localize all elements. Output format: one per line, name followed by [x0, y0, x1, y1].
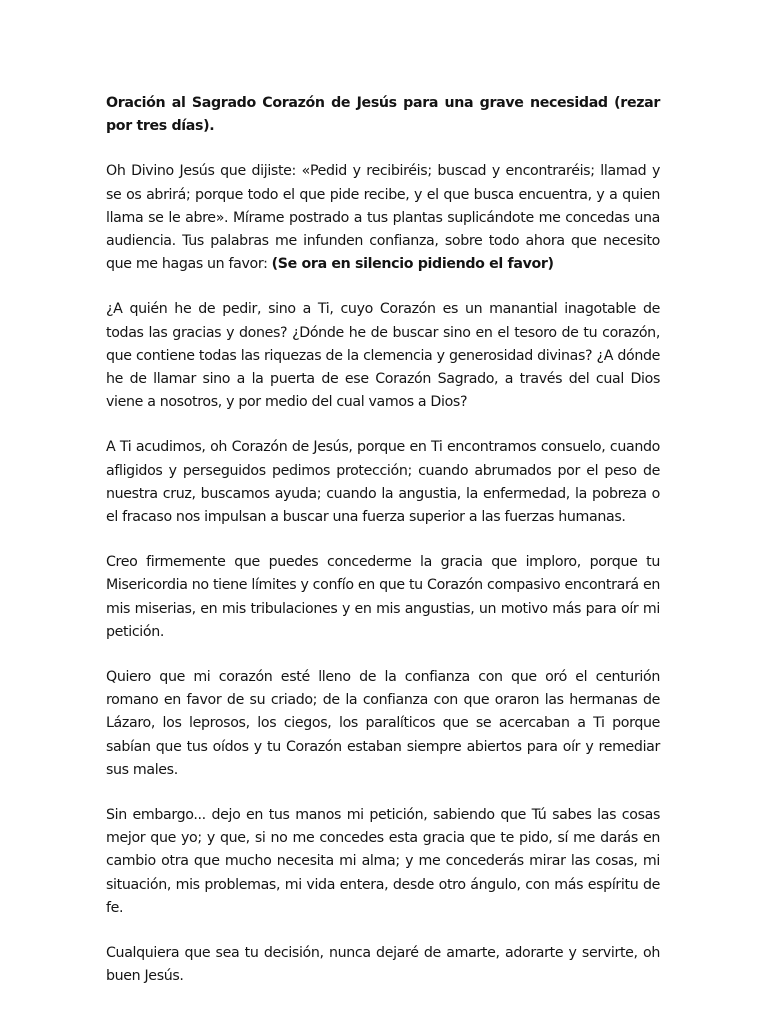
paragraph-1-emphasis: (Se ora en silencio pidiendo el favor) — [271, 256, 554, 273]
paragraph-1-text: Oh Divino Jesús que dijiste: «Pedid y recibiréis; buscad y encontraréis; llamad y se os abrirá; porque todo el que pide recibe, y el que busca encuentra, y a quien llama se le abre». Mírame postrado a tus plantas suplicándote me concedas una audiencia. Tus palabras me infunden confianza, sobre todo ahora que necesito que me hagas un favor: — [106, 163, 660, 273]
paragraph-2: ¿A quién he de pedir, sino a Ti, cuyo Corazón es un manantial inagotable de todas las gracias y dones? ¿Dónde he de buscar sino en el tesoro de tu corazón, que contiene todas las riquezas de la clemencia y generosidad divinas? ¿A dónde he de llamar sino a la puerta de ese Corazón Sagrado, a través del cual Dios viene a nosotros, y por medio del cual vamos a Dios? — [106, 301, 660, 411]
paragraph-4: Creo firmemente que puedes concederme la gracia que imploro, porque tu Misericordia no tiene límites y confío en que tu Corazón compasivo encontrará en mis miserias, en mis tribulaciones y en mis angustias, un motivo más para oír mi petición. — [106, 554, 660, 640]
paragraph-7: Cualquiera que sea tu decisión, nunca dejaré de amarte, adorarte y servirte, oh buen Jesús. — [106, 945, 660, 985]
paragraph-5: Quiero que mi corazón esté lleno de la confianza con que oró el centurión romano en favor de su criado; de la confianza con que oraron las hermanas de Lázaro, los leprosos, los ciegos, los paralíticos que se acercaban a Ti porque sabían que tus oídos y tu Corazón estaban siempre abiertos para oír y remediar sus males. — [106, 669, 660, 778]
document-title: Oración al Sagrado Corazón de Jesús para una grave necesidad (rezar por tres días). — [106, 95, 660, 135]
paragraph-3: A Ti acudimos, oh Corazón de Jesús, porque en Ti encontramos consuelo, cuando afligidos y perseguidos pedimos protección; cuando abrumados por el peso de nuestra cruz, buscamos ayuda; cuando la angustia, la enfermedad, la pobreza o el fracaso nos impulsan a buscar una fuerza superior a las fuerzas humanas. — [106, 439, 660, 526]
paragraph-6: Sin embargo... dejo en tus manos mi petición, sabiendo que Tú sabes las cosas mejor que yo; y que, si no me concedes esta gracia que te pido, sí me darás en cambio otra que mucho necesita mi alma; y me concederás mirar las cosas, mi situación, mis problemas, mi vida entera, desde otro ángulo, con más espíritu de fe. — [106, 807, 660, 916]
document-page — [106, 92, 660, 1011]
paragraph-1 — [106, 160, 660, 276]
